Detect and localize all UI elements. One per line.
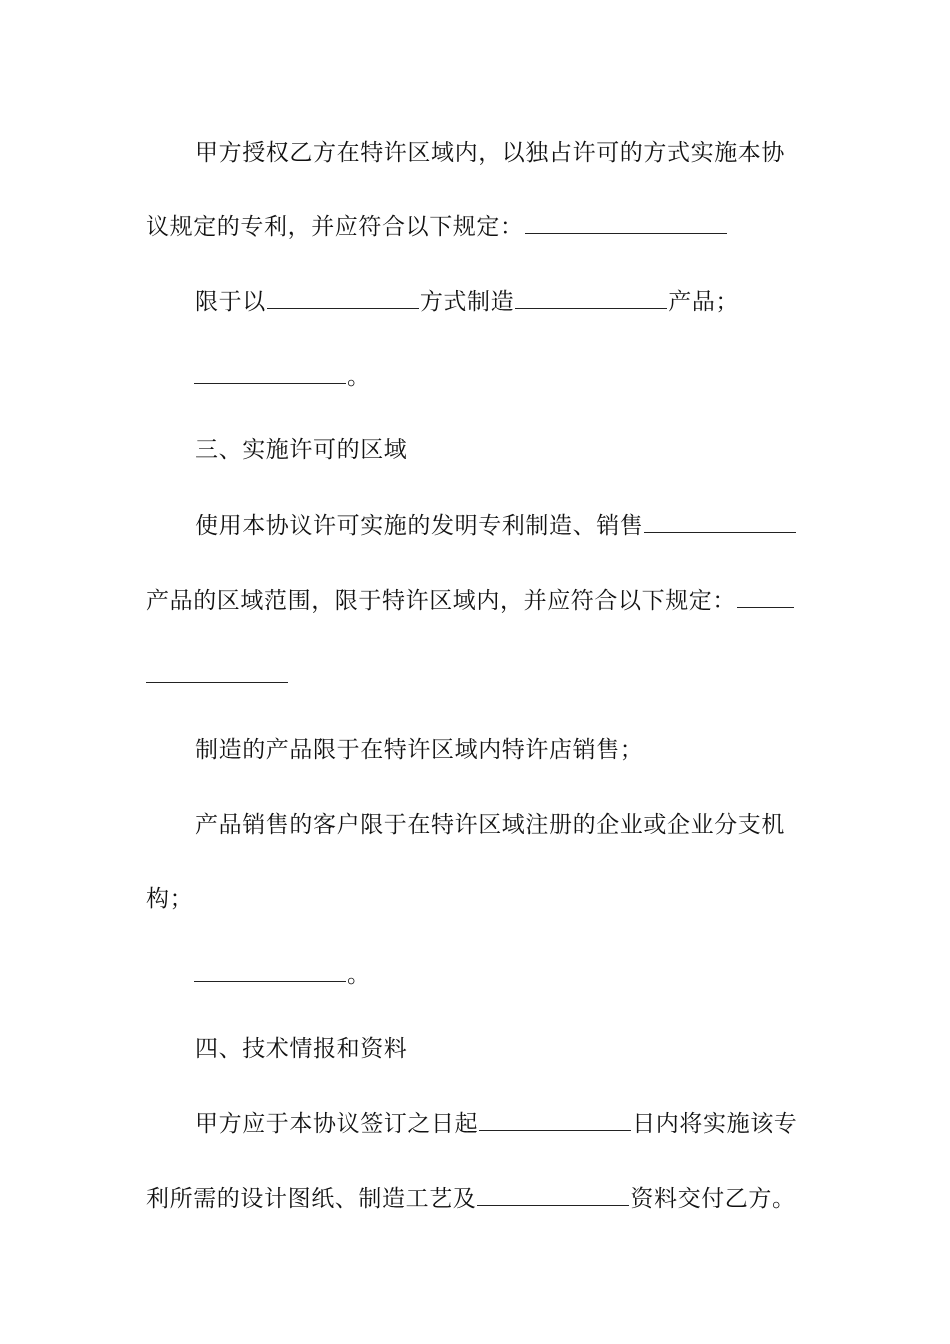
section-heading-4 [195,1034,407,1064]
grant-text-line1: 甲方授权乙方在特许区域内，以独占许可的方式实施本协 [195,140,785,166]
fill-blank[interactable] [146,660,288,683]
fill-blank[interactable] [644,510,796,533]
item-blank-2 [193,959,371,990]
item-manufacture-suffix: 产品； [668,289,740,315]
fill-blank[interactable] [267,286,419,309]
item-blank-1-suffix: 。 [347,364,371,390]
section-4-title: 四、技术情报和资料 [195,1036,408,1062]
paragraph-info-line1 [195,1108,797,1139]
fill-blank[interactable] [737,585,794,608]
item-customers-line1 [195,810,785,840]
fill-blank[interactable] [194,361,346,384]
fill-blank[interactable] [515,286,667,309]
customers-text-line1: 产品销售的客户限于在特许区域注册的企业或企业分支机 [195,812,785,838]
item-customers-line2 [146,884,193,914]
fill-blank[interactable] [525,211,727,234]
item-manufacture-method [195,286,739,317]
item-manufacture-prefix: 限于以 [195,289,266,315]
region-text-line1: 使用本协议许可实施的发明专利制造、销售 [195,513,644,539]
paragraph-region-line2 [146,585,795,616]
paragraph-region-line1 [195,510,797,541]
region-text-line2: 产品的区域范围，限于特许区域内，并应符合以下规定： [146,588,736,614]
customers-text-line2: 构； [146,886,194,912]
item-blank-1 [193,361,371,392]
store-sales-text: 制造的产品限于在特许区域内特许店销售； [195,737,644,763]
info-text-line2-prefix: 利所需的设计图纸、制造工艺及 [146,1186,477,1212]
paragraph-grant-line2 [146,211,728,242]
grant-text-line2: 议规定的专利，并应符合以下规定： [146,214,524,240]
paragraph-grant-line1 [195,138,785,168]
info-text-line1-prefix: 甲方应于本协议签订之日起 [195,1111,479,1137]
section-3-title: 三、实施许可的区域 [195,437,408,463]
info-text-line2-suffix: 资料交付乙方。 [630,1186,796,1212]
item-manufacture-mid: 方式制造 [419,289,515,315]
item-store-sales [195,735,643,765]
paragraph-region-line3 [146,660,289,691]
fill-blank[interactable] [479,1108,631,1131]
section-heading-3 [195,435,407,465]
paragraph-info-line2 [146,1183,796,1214]
fill-blank[interactable] [194,959,346,982]
item-blank-2-suffix: 。 [347,962,371,988]
info-text-line1-suffix: 日内将实施该专 [632,1111,798,1137]
fill-blank[interactable] [477,1183,629,1206]
